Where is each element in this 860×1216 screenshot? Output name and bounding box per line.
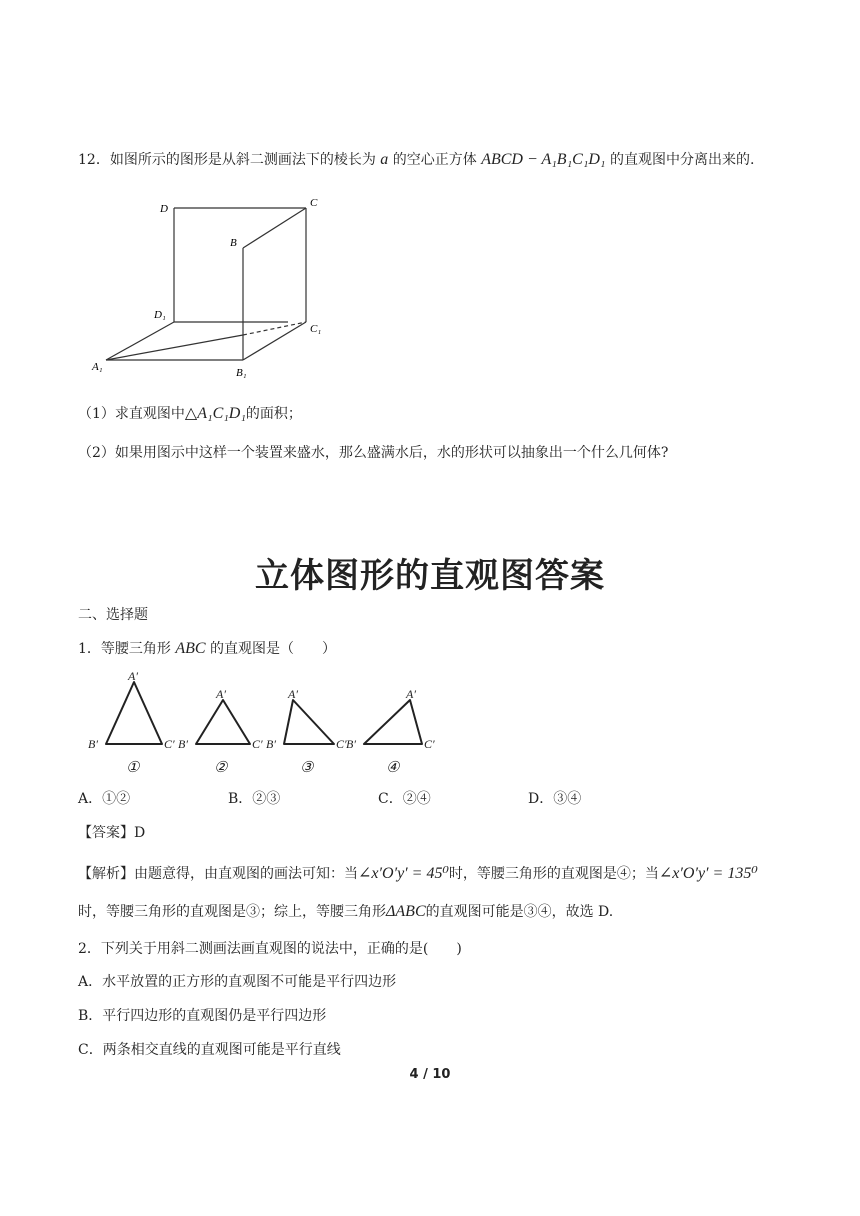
tri1-label-a: A′ xyxy=(128,669,138,683)
q2-option-c: C．两条相交直线的直观图可能是平行直线 xyxy=(78,1042,341,1058)
section-heading: 二、选择题 xyxy=(78,607,148,623)
cube-figure xyxy=(88,192,338,382)
q2-option-a: A．水平放置的正方形的直观图不可能是平行四边形 xyxy=(78,974,397,990)
tri3-label-c: C′ xyxy=(336,737,347,751)
label-b1: B₁ xyxy=(236,367,247,379)
tri3-label-b: B′ xyxy=(266,737,276,751)
tri4-label-a: A′ xyxy=(406,687,416,701)
edge-a1c1-solid xyxy=(106,335,243,360)
q12-sub2: （2）如果用图示中这样一个装置来盛水，那么盛满水后，水的形状可以抽象出一个什么几何体? xyxy=(78,445,669,461)
q12-stem: 12．如图所示的图形是从斜二测画法下的棱长为 a 的空心正方体 ABCD − A₁B₁C₁D₁ 的直观图中分离出来的. xyxy=(78,151,755,168)
q1-option-d: D．③④ xyxy=(528,791,582,807)
answer-title: 立体图形的直观图答案 xyxy=(255,556,605,596)
page-number: 4 / 10 xyxy=(409,1067,451,1082)
triangle-4 xyxy=(364,700,422,744)
q1-analysis-line2: 时，等腰三角形的直观图是③；综上，等腰三角形ΔABC的直观图可能是③④，故选 D. xyxy=(78,903,614,920)
q1-stem: 1．等腰三角形 ABC 的直观图是（ ） xyxy=(78,640,337,657)
tri1-label-c: C′ xyxy=(164,737,175,751)
q1-analysis-line1: 【解析】由题意得，由直观图的画法可知：当∠x′O′y′ = 45⁰时，等腰三角形的直观图是④；当∠x′O′y′ = 135⁰ xyxy=(78,865,758,882)
q1-answer: 【答案】D xyxy=(78,825,146,841)
q1-option-a: A．①② xyxy=(78,791,131,807)
tri1-number: ① xyxy=(126,760,140,776)
q1-option-c: C．②④ xyxy=(378,791,431,807)
q2-option-b: B．平行四边形的直观图仍是平行四边形 xyxy=(78,1008,327,1024)
triangle-1 xyxy=(106,682,162,744)
label-b: B xyxy=(230,237,237,249)
triangle-2 xyxy=(196,700,250,744)
q2-stem: 2．下列关于用斜二测画法画直观图的说法中，正确的是( ) xyxy=(78,941,462,957)
tri4-number: ④ xyxy=(386,760,400,776)
edge-b1c1 xyxy=(243,322,306,360)
label-a1: A₁ xyxy=(92,361,103,373)
tri2-label-b: B′ xyxy=(178,737,188,751)
triangles-figure xyxy=(88,668,458,780)
edge-a1c1-dashed xyxy=(243,322,306,335)
tri2-label-a: A′ xyxy=(216,687,226,701)
tri2-label-c: C′ xyxy=(252,737,263,751)
edge-bc xyxy=(243,208,306,248)
tri1-label-b: B′ xyxy=(88,737,98,751)
q1-option-b: B．②③ xyxy=(228,791,281,807)
tri4-label-c: C′ xyxy=(424,737,435,751)
label-d1: D₁ xyxy=(154,309,166,321)
label-c: C xyxy=(310,197,318,209)
q12-sub1: （1）求直观图中△A₁C₁D₁的面积； xyxy=(78,405,302,422)
label-c1: C₁ xyxy=(310,323,322,335)
tri2-number: ② xyxy=(214,760,228,776)
tri3-label-a: A′ xyxy=(288,687,298,701)
triangle-3 xyxy=(284,700,334,744)
tri3-number: ③ xyxy=(300,760,314,776)
label-d: D xyxy=(160,203,168,215)
tri4-label-b: B′ xyxy=(346,737,356,751)
